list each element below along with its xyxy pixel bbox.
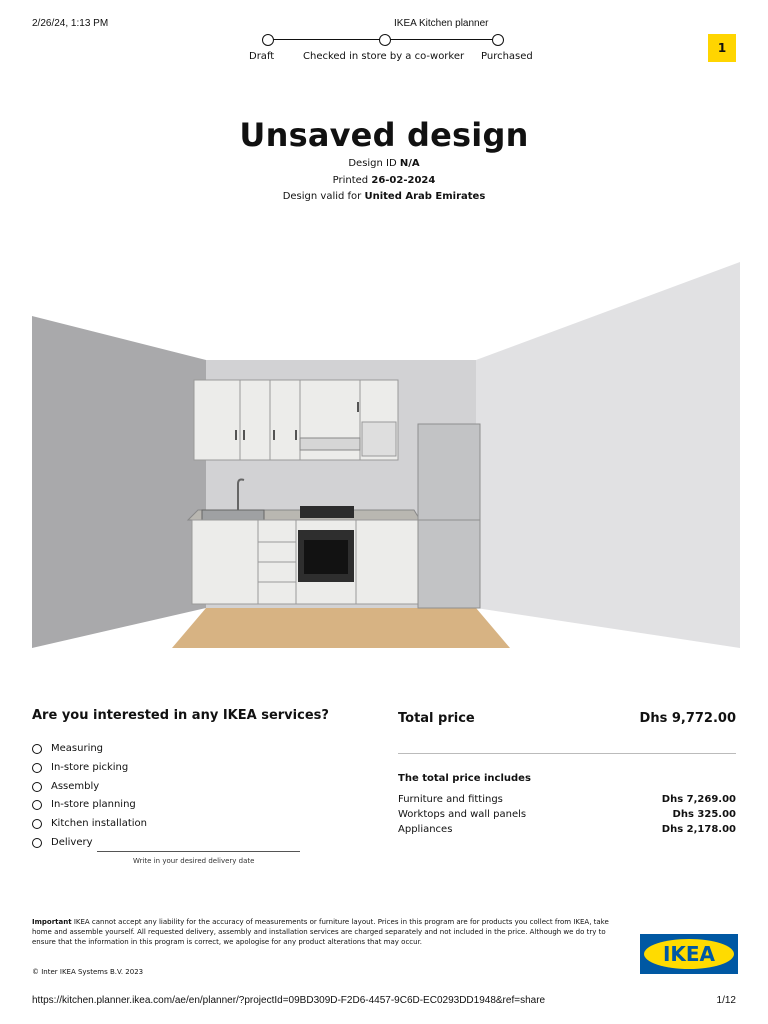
service-label: In-store planning (51, 799, 136, 810)
price-divider (398, 753, 736, 754)
service-option-in-store-picking[interactable] (32, 762, 128, 773)
footer-page-number: 1/12 (716, 995, 736, 1006)
price-line-value: Dhs 2,178.00 (661, 824, 736, 835)
service-option-measuring[interactable] (32, 743, 103, 754)
radio-icon[interactable] (32, 838, 42, 848)
price-line-value: Dhs 7,269.00 (661, 794, 736, 805)
service-label: Assembly (51, 781, 100, 792)
design-id-value: N/A (399, 158, 420, 169)
disclaimer-body: IKEA cannot accept any liability for the accuracy of measurements or furniture layout. Prices in this program are for products you collect from IKEA, take home and assemble yourself. All requested delivery, assembly and installation services are charged separately and not included in the price. Although we do try to ensure that the information in this program is correct, we apologise for any product alterations that may occur. (32, 918, 609, 946)
radio-icon[interactable] (32, 819, 42, 829)
ikea-logo-text: IKEA (662, 942, 716, 966)
design-id-label: Design ID (348, 158, 397, 169)
printed-date-line (0, 175, 768, 186)
copyright-text: © Inter IKEA Systems B.V. 2023 (32, 968, 144, 976)
status-step-checked-label: Checked in store by a co-worker (303, 51, 465, 62)
total-price-label: Total price (398, 711, 475, 726)
status-step-purchased-dot (492, 34, 504, 46)
service-label: Delivery (51, 837, 93, 848)
service-option-assembly[interactable] (32, 781, 99, 792)
print-date-time: 2/26/24, 1:13 PM (32, 18, 109, 29)
radio-icon[interactable] (32, 800, 42, 810)
delivery-date-hint: Write in your desired delivery date (133, 857, 255, 865)
printed-label: Printed (332, 175, 369, 186)
print-page-title: IKEA Kitchen planner (394, 18, 489, 29)
status-step-checked-dot (379, 34, 391, 46)
total-price-value: Dhs 9,772.00 (639, 711, 736, 726)
valid-label: Design valid for (282, 191, 362, 202)
service-label: Measuring (51, 743, 104, 754)
status-step-purchased-label: Purchased (481, 51, 533, 62)
kitchen-render-image (32, 262, 740, 648)
design-title: Unsaved design (239, 116, 529, 154)
services-title: Are you interested in any IKEA services? (32, 708, 329, 723)
design-id-line (0, 158, 768, 169)
printed-value: 26-02-2024 (371, 175, 436, 186)
price-line-label: Furniture and fittings (398, 794, 503, 805)
radio-icon[interactable] (32, 763, 42, 773)
price-line-label: Worktops and wall panels (398, 809, 527, 820)
service-label: In-store picking (51, 762, 129, 773)
delivery-date-field[interactable] (97, 851, 300, 852)
radio-icon[interactable] (32, 782, 42, 792)
valid-value: United Arab Emirates (364, 191, 486, 202)
radio-icon[interactable] (32, 744, 42, 754)
price-line-label: Appliances (398, 824, 453, 835)
service-option-kitchen-installation[interactable] (32, 818, 147, 829)
disclaimer-text (32, 917, 610, 947)
service-label: Kitchen installation (51, 818, 147, 829)
status-step-draft-dot (262, 34, 274, 46)
price-includes-title: The total price includes (398, 773, 531, 784)
service-option-in-store-planning[interactable] (32, 799, 136, 810)
design-valid-line (0, 191, 768, 202)
footer-url: https://kitchen.planner.ikea.com/ae/en/planner/?projectId=09BD309D-F2D6-4457-9C6D-EC0293DD1948&ref=share (32, 995, 546, 1006)
service-option-delivery[interactable] (32, 837, 93, 848)
price-line-value: Dhs 325.00 (672, 809, 736, 820)
status-step-draft-label: Draft (249, 51, 275, 62)
disclaimer-important-label: Important (32, 918, 72, 926)
ikea-logo (640, 934, 738, 974)
page-number-badge: 1 (708, 34, 736, 62)
